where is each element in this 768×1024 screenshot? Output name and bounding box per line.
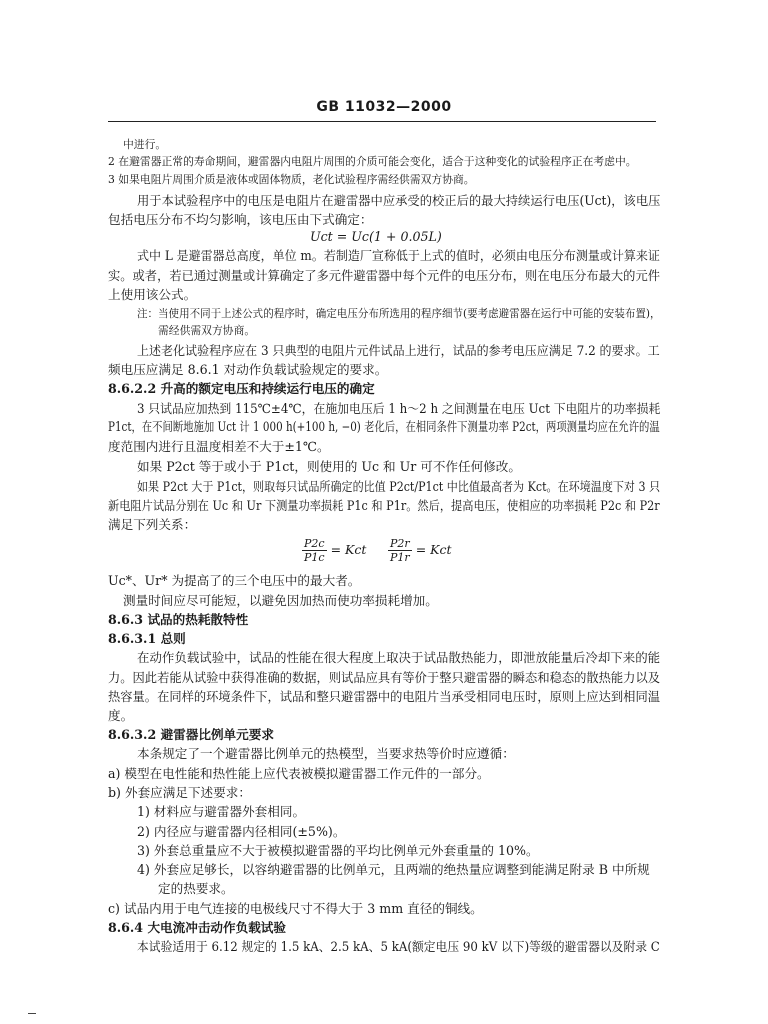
paragraph-measure-time: 测量时间应尽可能短，以避免因加热而使功率损耗增加。 [123,593,438,608]
paragraph-if-greater-line-2: 新电阻片试品分别在 Uc 和 Ur 下测量功率损耗 P1c 和 P1r。然后，提高电压，使相应的功率损耗 P2c 和 P2r [108,498,660,513]
paragraph-general-line-3: 热容量。在同样的环境条件下，试品和整只避雷器中的电阻片当承受相同电压时，原则上应达到相同温 [108,689,660,704]
heading-8-6-2-2: 8.6.2.2 升高的额定电压和持续运行电压的确定 [108,381,375,396]
paragraph-if-greater-line-3: 满足下列关系： [108,517,197,532]
heading-8-6-4: 8.6.4 大电流冲击动作负载试验 [108,920,286,935]
formula-uct: Uct = Uc(1 + 0.05L) [310,229,442,244]
list-item-c: c) 试品内用于电气连接的电极线尺寸不得大于 3 mm 直径的铜线。 [108,901,483,916]
fraction-p2r-p1r: $\frac{P2r}{P1r}$ [390,537,410,564]
note-continuation: 中进行。 [123,138,167,151]
page-corner-mark [28,1013,36,1014]
list-item-b-3: 3) 外套总重量应不大于被模拟避雷器的平均比例单元外套重量的 10%。 [137,843,539,858]
list-item-b-4-line-2: 定的热要求。 [158,881,234,896]
paragraph-heating-line-1: 3 只试品应加热到 115℃±4℃，在施加电压后 1 h～2 h 之间测量在电压 Uct 下电阻片的功率损耗 [137,401,661,416]
paragraph-general-line-4: 度。 [108,708,134,723]
header-rule [108,121,656,122]
heading-8-6-3-2: 8.6.3.2 避雷器比例单元要求 [108,727,274,742]
fraction-p2c-p1c: $\frac{P2c}{P1c}$ [304,537,325,564]
paragraph-general-line-1: 在动作负载试验中，试品的性能在很大程度上取决于试品散热能力，即泄放能量后冷却下来的能 [137,650,661,665]
page-header-standard-number: GB 11032—2000 [316,99,452,115]
paragraph-heating-line-2: P1ct，在不间断地施加 Uct 计 1 000 h(+100 h, −0) 老化后，在相同条件下测量功率 P2ct，两项测量均应在允许的温 [108,419,660,434]
formula-ratio-r: $\frac{P2r}{P1r}$ = Kct [390,537,452,564]
paragraph-where-line-2: 实。或者，若已通过测量或计算确定了多元件避雷器中每个元件的电压分布，则在电压分布最大的元件 [108,268,660,283]
list-item-b-1: 1) 材料应与避雷器外套相同。 [137,804,306,819]
note-procedure-line-2: 需经供需双方协商。 [158,324,256,337]
paragraph-max-voltage: Uc*、Ur* 为提高了的三个电压中的最大者。 [108,573,361,588]
list-item-b-2: 2) 内径应与避雷器内径相同(±5%)。 [137,824,346,839]
list-item-b: b) 外套应满足下述要求： [108,785,251,800]
paragraph-where-line-1: 式中 L 是避雷器总高度，单位 m。若制造厂宣称低于上式的值时，必须由电压分布测量或计算来证 [137,248,660,263]
paragraph-aging-line-2: 频电压应满足 8.6.1 对动作负载试验规定的要求。 [108,362,388,377]
note-3: 3 如果电阻片周围介质是液体或固体物质，老化试验程序需经供需双方协商。 [108,173,475,186]
list-item-b-4-line-1: 4) 外套应足够长，以容纳避雷器的比例单元，且两端的绝热量应调整到能满足附录 B 中所规 [137,862,650,877]
paragraph-voltage-line-2: 包括电压分布不均匀影响，该电压由下式确定： [108,212,373,227]
note-procedure-line-1: 注：当使用不同于上述公式的程序时，确定电压分布所选用的程序细节(要考虑避雷器在运行中可能的安装布置)， [137,307,661,320]
paragraph-general-line-2: 力。因此若能从试验中获得准确的数据，则试品应具有等价于整只避雷器的瞬态和稳态的散热能力以及 [108,670,660,685]
paragraph-heating-line-3: 度范围内进行且温度相差不大于±1℃。 [108,439,330,454]
paragraph-high-current: 本试验适用于 6.12 规定的 1.5 kA、2.5 kA、5 kA(额定电压 90 kV 以下)等级的避雷器以及附录 C [137,939,660,954]
paragraph-if-less: 如果 P2ct 等于或小于 P1ct，则使用的 Uc 和 Ur 可不作任何修改。 [137,459,521,474]
paragraph-aging-line-1: 上述老化试验程序应在 3 只典型的电阻片元件试品上进行，试品的参考电压应满足 7.2 的要求。工 [137,343,660,358]
note-2: 2 在避雷器正常的寿命期间，避雷器内电阻片周围的介质可能会变化，适合于这种变化的试验程序正在考虑中。 [108,155,637,168]
formula-ratio-c: $\frac{P2c}{P1c}$ = Kct [304,537,367,564]
paragraph-if-greater-line-1: 如果 P2ct 大于 P1ct，则取每只试品所确定的比值 P2ct/P1ct 中比值最高者为 Kct。在环境温度下对 3 只 [137,479,661,494]
paragraph-where-line-3: 上使用该公式。 [108,287,197,302]
paragraph-voltage-line-1: 用于本试验程序中的电压是电阻片在避雷器中应承受的校正后的最大持续运行电压(Uct)，该电压 [137,193,661,208]
paragraph-scale-unit: 本条规定了一个避雷器比例单元的热模型，当要求热等价时应遵循： [137,746,515,761]
list-item-a: a) 模型在电性能和热性能上应代表被模拟避雷器工作元件的一部分。 [108,766,490,781]
heading-8-6-3: 8.6.3 试品的热耗散特性 [108,612,249,627]
heading-8-6-3-1: 8.6.3.1 总则 [108,631,186,646]
